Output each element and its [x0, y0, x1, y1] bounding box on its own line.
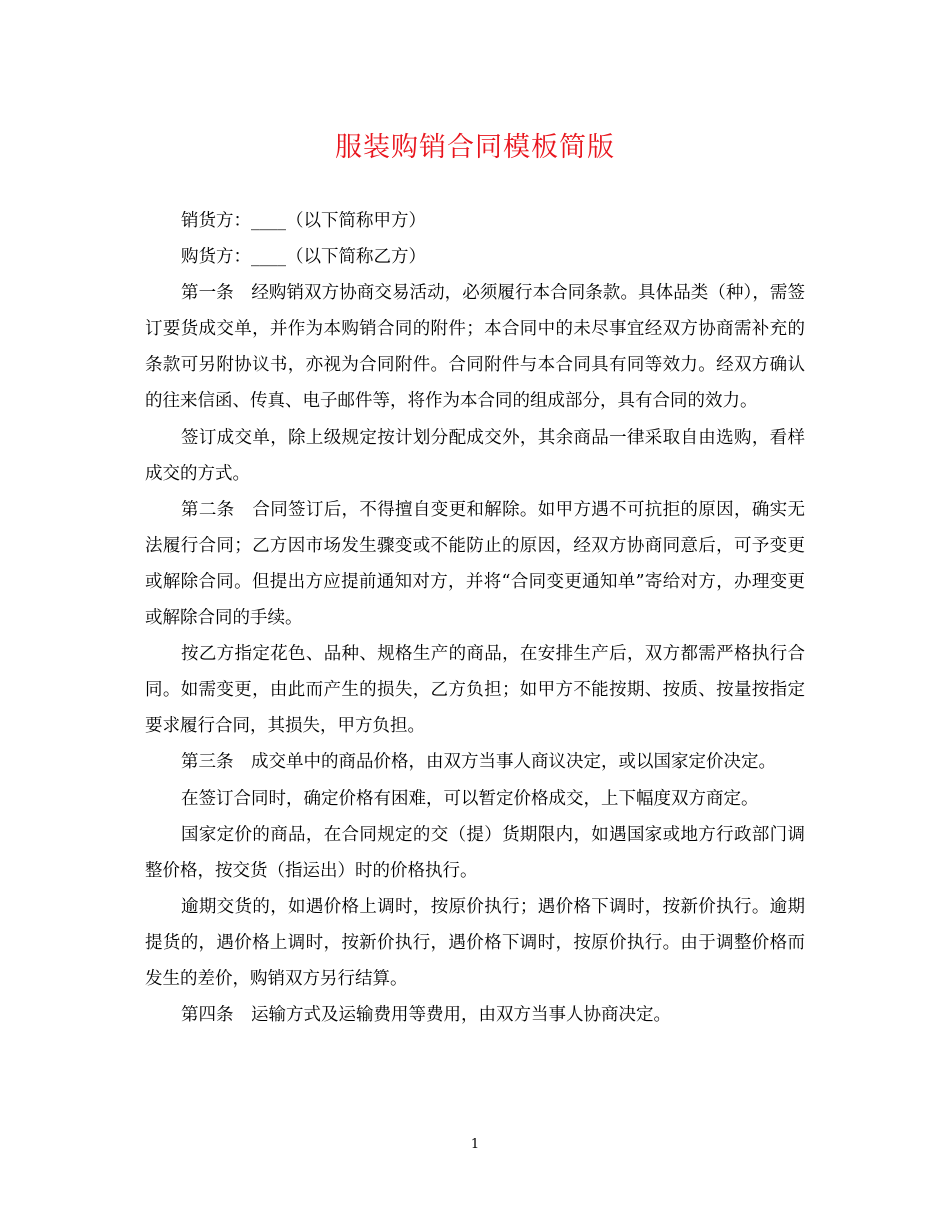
seller-line: 销货方：____（以下简称甲方）: [181, 211, 426, 231]
document-title: 服装购销合同模板简版: [335, 132, 615, 163]
article-2-specification-paragraph: 按乙方指定花色、品种、规格生产的商品，在安排生产后，双方都需严格执行合同。如需变更，由此而产生的损失，乙方负担；如甲方不能按期、按质、按量按指定要求履行合同，其损失，甲方负担。: [145, 644, 805, 737]
document-body: [145, 203, 805, 1033]
article-2-paragraph: 第二条 合同签订后，不得擅自变更和解除。如甲方遇不可抗拒的原因，确实无法履行合同；乙方因市场发生骤变或不能防止的原因，经双方协商同意后，可予变更或解除合同。但提出方应提前通知对方，并将“合同变更通知单”寄给对方，办理变更或解除合同的手续。: [145, 499, 805, 629]
buyer-line: 购货方：____（以下简称乙方）: [181, 247, 426, 268]
article-1-order-paragraph: 签订成交单，除上级规定按计划分配成交外，其余商品一律采取自由选购，看样成交的方式。: [145, 427, 805, 484]
article-1-paragraph: 第一条 经购销双方协商交易活动，必须履行本合同条款。具体品类（种），需签订要货成交单，并作为本购销合同的附件；本合同中的未尽事宜经双方协商需补充的条款可另附协议书，亦视为合同附件。合同附件与本合同具有同等效力。经双方确认的往来信函、传真、电子邮件等，将作为本合同的组成部分，具有合同的效力。: [145, 283, 805, 412]
article-4-paragraph: 第四条 运输方式及运输费用等费用，由双方当事人协商决定。: [181, 1005, 671, 1026]
article-3-overdue-paragraph: 逾期交货的，如遇价格上调时，按原价执行；遇价格下调时，按新价执行。逾期提货的，遇价格上调时，按新价执行，遇价格下调时，按原价执行。由于调整价格而发生的差价，购销双方另行结算。: [145, 896, 805, 989]
article-3-provisional-price-paragraph: 在签订合同时，确定价格有困难，可以暂定价格成交，上下幅度双方商定。: [181, 788, 759, 809]
article-3-state-price-paragraph: 国家定价的商品，在合同规定的交（提）货期限内，如遇国家或地方行政部门调整价格，按交货（指运出）时的价格执行。: [145, 824, 805, 881]
article-3-paragraph: 第三条 成交单中的商品价格，由双方当事人商议决定，或以国家定价决定。: [181, 752, 776, 773]
page-number: 1: [470, 1137, 480, 1152]
